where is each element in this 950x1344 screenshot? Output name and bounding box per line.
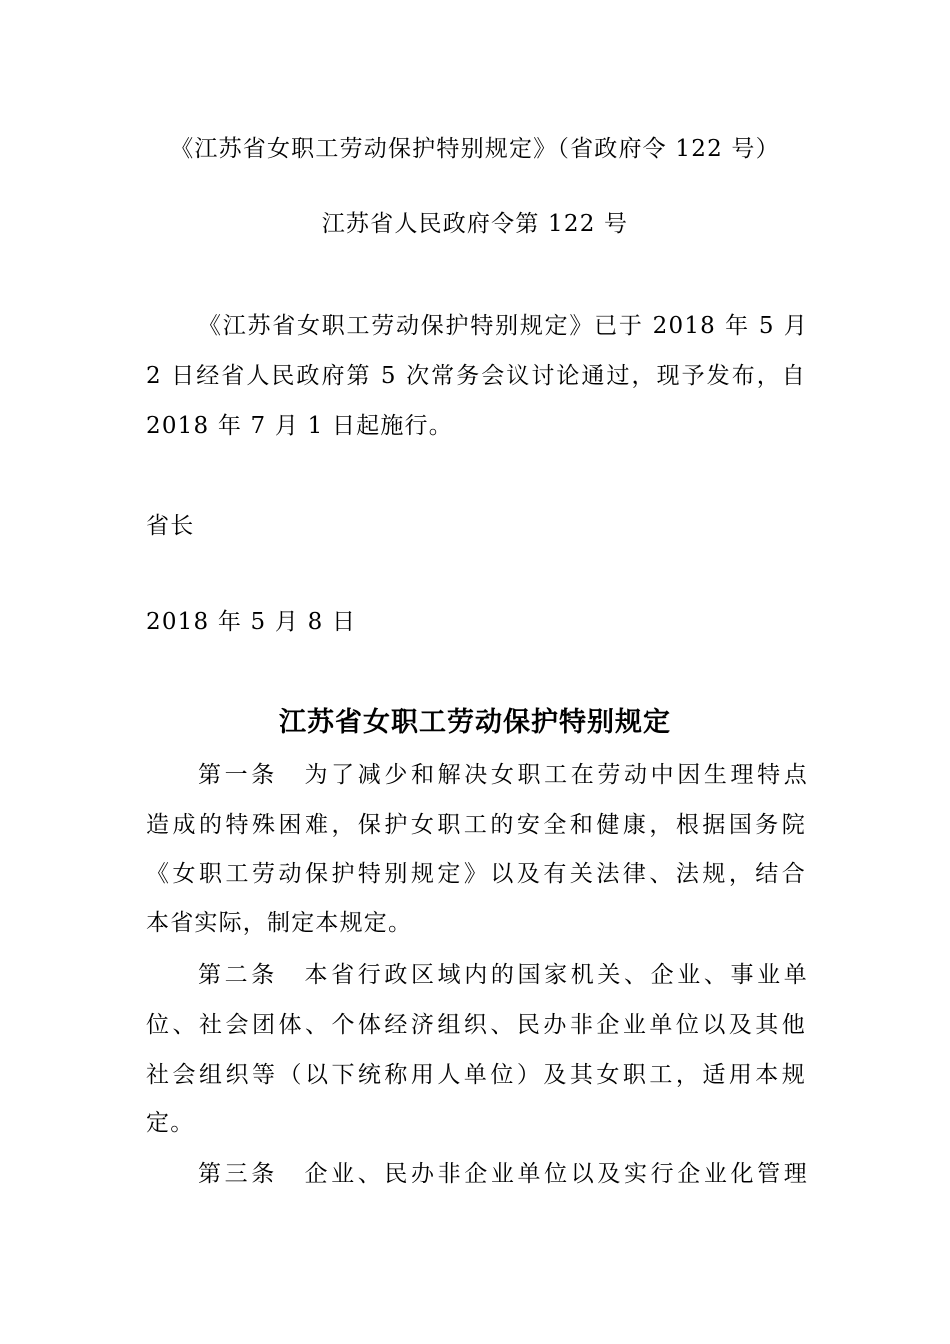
article-2-line-3: 社会组织等（以下统称用人单位）及其女职工，适用本规 [146,1062,806,1088]
article-1-line-2: 造成的特殊困难，保护女职工的安全和健康，根据国务院 [146,812,806,838]
article-1-line-1: 第一条 为了减少和解决女职工在劳动中因生理特点 [198,762,808,788]
announcement-line-3: 2018 年 7 月 1 日起施行。 [146,413,453,439]
article-2-line-1: 第二条 本省行政区域内的国家机关、企业、事业单 [198,962,808,988]
announcement-line-2: 2 日经省人民政府第 5 次常务会议讨论通过，现予发布，自 [146,363,806,389]
regulation-title: 江苏省女职工劳动保护特别规定 [279,707,671,738]
article-3-line-1: 第三条 企业、民办非企业单位以及实行企业化管理 [198,1161,808,1187]
document-title-line: 《江苏省女职工劳动保护特别规定》（省政府令 122 号） [170,136,780,162]
article-1-line-4: 本省实际，制定本规定。 [146,910,413,936]
order-number-line: 江苏省人民政府令第 122 号 [321,211,629,237]
promulgation-date: 2018 年 5 月 8 日 [146,609,357,635]
article-1-line-3: 《女职工劳动保护特别规定》以及有关法律、法规，结合 [146,861,806,887]
signatory-title: 省长 [146,513,195,539]
article-2-line-2: 位、社会团体、个体经济组织、民办非企业单位以及其他 [146,1012,806,1038]
article-2-line-4: 定。 [146,1110,195,1136]
announcement-line-1: 《江苏省女职工劳动保护特别规定》已于 2018 年 5 月 [198,313,808,339]
